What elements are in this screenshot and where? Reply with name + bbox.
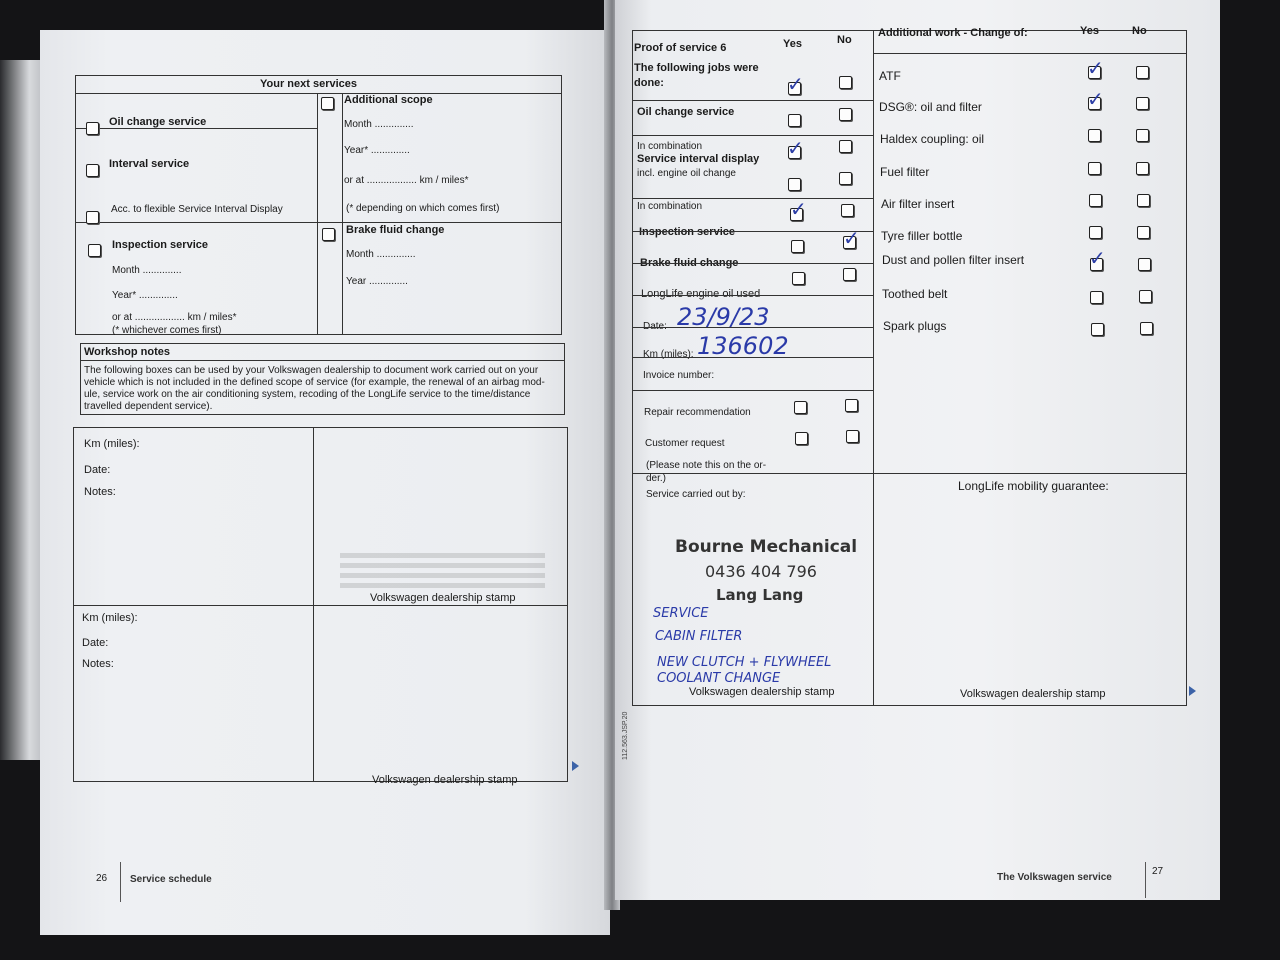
additional-yes-header: Yes [1080, 25, 1099, 37]
interval-checkbox[interactable] [86, 164, 99, 177]
invoice-label: Invoice number: [643, 370, 715, 381]
spark-plugs-label: Spark plugs [883, 319, 947, 333]
record2-km: Km (miles): [82, 612, 138, 624]
handwritten-note-4: COOLANT CHANGE [657, 671, 781, 686]
dsg-yes-tick-icon: ✓ [1087, 87, 1104, 111]
handwritten-note-3: NEW CLUTCH + FLYWHEEL [657, 655, 832, 670]
sid-row-1: Service interval display [637, 153, 760, 165]
air-filter-no-checkbox[interactable] [1137, 194, 1150, 207]
dealer-stamp-label: Volkswagen dealership stamp [689, 686, 835, 698]
repair-yes-checkbox[interactable] [794, 401, 807, 414]
oil-change-checkbox[interactable] [86, 122, 99, 135]
date-label: Date: [643, 321, 667, 332]
left-footer-section: Service schedule [130, 874, 212, 885]
inspection-checkbox[interactable] [88, 244, 101, 257]
toothed-belt-no-checkbox[interactable] [1139, 290, 1152, 303]
record1-date: Date: [84, 464, 111, 476]
please-note-2: der.) [646, 473, 667, 484]
record1-km: Km (miles): [84, 438, 140, 450]
brake-fluid-label: Brake fluid change [346, 224, 445, 236]
handwritten-date: 23/9/23 [677, 303, 770, 331]
tyre-filler-no-checkbox[interactable] [1137, 226, 1150, 239]
dsg-no-checkbox[interactable] [1136, 97, 1149, 110]
additional-scope-checkbox[interactable] [321, 97, 334, 110]
additional-depending: (* depending on which comes first) [346, 203, 500, 214]
haldex-yes-checkbox[interactable] [1088, 129, 1101, 142]
flexible-label: Acc. to flexible Service Interval Display [111, 204, 283, 215]
haldex-no-checkbox[interactable] [1136, 129, 1149, 142]
in-combination-1: In combination [637, 141, 703, 152]
sid-row-2: incl. engine oil change [637, 168, 736, 179]
customer-no-checkbox[interactable] [846, 430, 859, 443]
inspection-month: Month .............. [112, 265, 182, 276]
spark-plugs-yes-checkbox[interactable] [1091, 323, 1104, 336]
record1-stamp-label: Volkswagen dealership stamp [370, 592, 516, 604]
stamp-town: Lang Lang [716, 586, 804, 604]
sid-no-checkbox[interactable] [839, 140, 852, 153]
side-print-code: 112.563.JSP.20 [622, 711, 629, 760]
additional-month: Month .............. [344, 119, 414, 130]
fuel-filter-label: Fuel filter [880, 165, 930, 179]
workshop-notes-line3: ule, service work on the air conditioning system, recoding of the LongLife service to the time/distance [84, 389, 531, 400]
in-combination-2: In combination [637, 201, 703, 212]
record2-stamp-label: Volkswagen dealership stamp [372, 774, 518, 786]
stamp-phone: 0436 404 796 [705, 562, 817, 581]
next-services-title: Your next services [260, 78, 358, 90]
right-page-arrow-icon [1189, 686, 1196, 696]
record1-notes: Notes: [84, 486, 116, 498]
oil-change-row: Oil change service [637, 106, 735, 118]
air-filter-yes-checkbox[interactable] [1089, 194, 1102, 207]
tyre-filler-label: Tyre filler bottle [881, 229, 963, 243]
brake-yes-checkbox[interactable] [791, 240, 804, 253]
right-page [615, 0, 1220, 900]
additional-scope-label: Additional scope [344, 94, 433, 106]
sid-yes-tick-icon: ✓ [787, 136, 804, 160]
book-edge [0, 60, 42, 760]
right-footer-section: The Volkswagen service [997, 872, 1112, 883]
handwritten-note-2: CABIN FILTER [655, 629, 743, 644]
inspection-no-checkbox[interactable] [841, 204, 854, 217]
inspection-or-at: or at .................. km / miles* [112, 312, 237, 323]
repair-row: Repair recommendation [644, 407, 751, 418]
repair-no-checkbox[interactable] [845, 399, 858, 412]
faint-stamp-imprint [340, 548, 545, 598]
handwritten-km: 136602 [697, 332, 789, 360]
longlife-row: LongLife engine oil used [641, 288, 761, 300]
proof-title: Proof of service 6 [634, 42, 727, 54]
left-page [40, 30, 610, 935]
inspection-whichever: (* whichever comes first) [112, 325, 222, 336]
page-arrow-icon [572, 761, 579, 771]
record2-notes: Notes: [82, 658, 114, 670]
atf-no-checkbox[interactable] [1136, 66, 1149, 79]
brake-year: Year .............. [346, 276, 408, 287]
inspection-row: Inspection service [639, 226, 735, 238]
customer-row: Customer request [645, 438, 725, 449]
atf-label: ATF [879, 69, 901, 83]
oil-change-yes-tick-icon: ✓ [787, 72, 804, 96]
flexible-checkbox[interactable] [86, 211, 99, 224]
pollen-filter-yes-tick-icon: ✓ [1089, 246, 1106, 270]
haldex-label: Haldex coupling: oil [880, 132, 985, 146]
record2-date: Date: [82, 637, 109, 649]
additional-year: Year* .............. [344, 145, 410, 156]
pollen-filter-label: Dust and pollen filter insert [882, 253, 1025, 267]
additional-no-header: No [1132, 25, 1147, 37]
proof-yes-header: Yes [783, 38, 802, 50]
brake-no-tick-icon: ✓ [843, 226, 860, 250]
combination2-yes-checkbox[interactable] [788, 178, 801, 191]
combination2-no-checkbox[interactable] [839, 172, 852, 185]
dsg-label: DSG®: oil and filter [879, 100, 982, 114]
oil-change-label: Oil change service [109, 116, 207, 128]
mobility-guarantee-label: LongLife mobility guarantee: [958, 479, 1109, 493]
workshop-notes-line4: travelled dependent service). [84, 401, 213, 412]
left-page-number: 26 [96, 873, 108, 884]
longlife-no-checkbox[interactable] [843, 268, 856, 281]
interval-label: Interval service [109, 158, 190, 170]
longlife-yes-checkbox[interactable] [792, 272, 805, 285]
toothed-belt-yes-checkbox[interactable] [1090, 291, 1103, 304]
workshop-notes-line2: vehicle which is not included in the defined scope of service (for example, the renewal of an airbag mod- [84, 377, 545, 388]
workshop-notes-title: Workshop notes [84, 346, 170, 358]
combination1-yes-checkbox[interactable] [788, 114, 801, 127]
toothed-belt-label: Toothed belt [882, 287, 948, 301]
fuel-filter-no-checkbox[interactable] [1136, 162, 1149, 175]
brake-fluid-checkbox[interactable] [322, 228, 335, 241]
proof-no-header: No [837, 34, 852, 46]
additional-or-at: or at .................. km / miles* [344, 175, 469, 186]
fuel-filter-yes-checkbox[interactable] [1088, 162, 1101, 175]
stamp-business-name: Bourne Mechanical [675, 537, 858, 557]
customer-yes-checkbox[interactable] [795, 432, 808, 445]
pollen-filter-no-checkbox[interactable] [1138, 258, 1151, 271]
combination1-no-checkbox[interactable] [839, 108, 852, 121]
oil-change-no-checkbox[interactable] [839, 76, 852, 89]
inspection-yes-tick-icon: ✓ [790, 197, 807, 221]
proof-subtitle-2: done: [634, 77, 664, 89]
please-note-1: (Please note this on the or- [646, 460, 767, 471]
tyre-filler-yes-checkbox[interactable] [1089, 226, 1102, 239]
additional-work-title: Additional work - Change of: [878, 27, 1028, 39]
carried-out-label: Service carried out by: [646, 489, 746, 500]
km-label: Km (miles): [643, 349, 694, 360]
brake-row: Brake fluid change [640, 257, 739, 269]
air-filter-label: Air filter insert [881, 197, 955, 211]
atf-yes-tick-icon: ✓ [1087, 56, 1104, 80]
handwritten-note-1: SERVICE [653, 606, 709, 621]
right-page-number: 27 [1152, 866, 1164, 877]
proof-subtitle-1: The following jobs were [634, 62, 759, 74]
inspection-label: Inspection service [112, 239, 208, 251]
mobility-stamp-label: Volkswagen dealership stamp [960, 688, 1106, 700]
spark-plugs-no-checkbox[interactable] [1140, 322, 1153, 335]
inspection-year: Year* .............. [112, 290, 178, 301]
workshop-notes-line1: The following boxes can be used by your Volkswagen dealership to document work carried out on your [84, 365, 539, 376]
brake-month: Month .............. [346, 249, 416, 260]
